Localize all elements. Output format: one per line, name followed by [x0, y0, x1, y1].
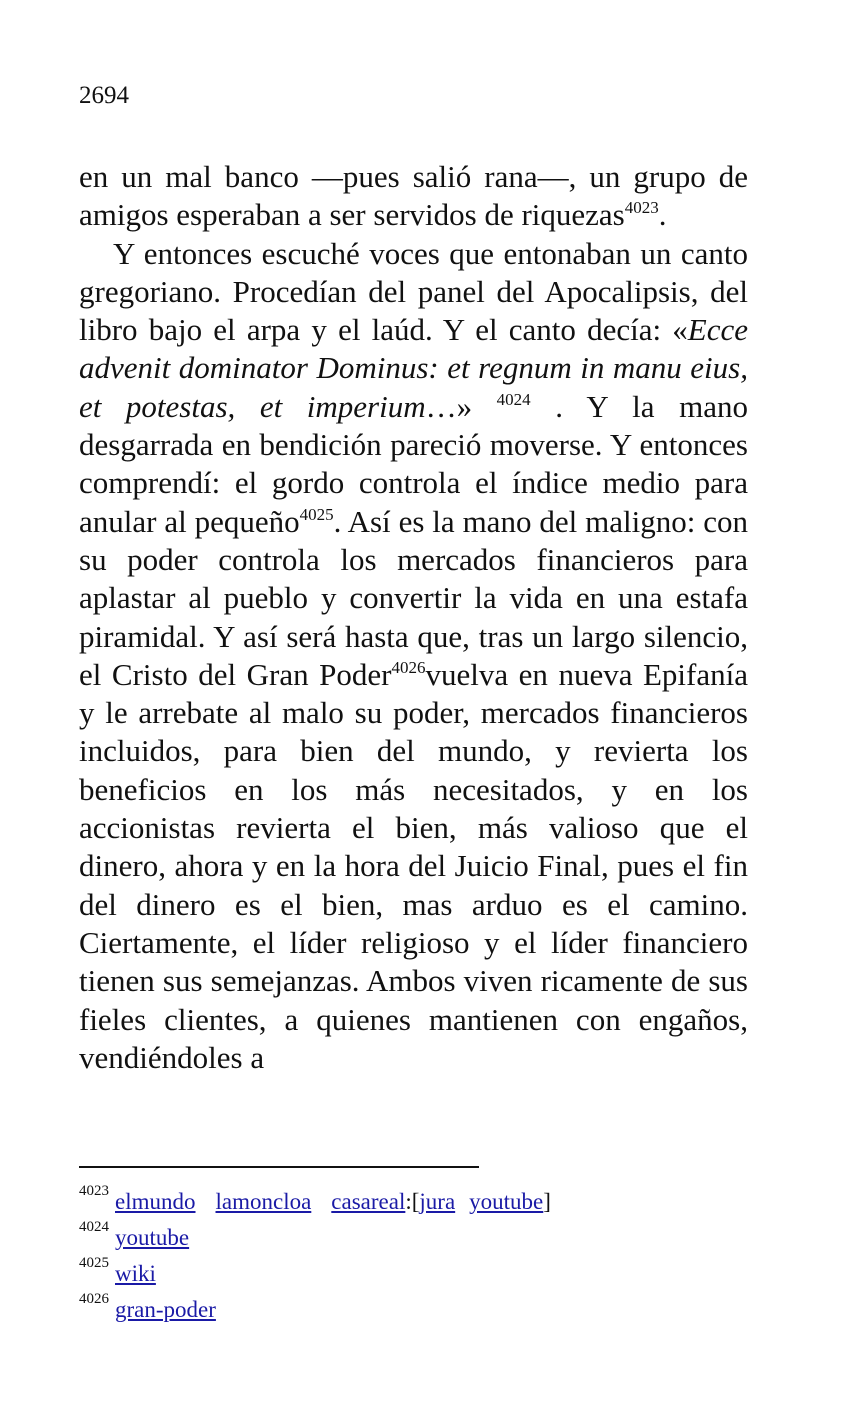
footnote-link-youtube[interactable]: youtube: [115, 1225, 190, 1250]
footnote-number: 4026: [79, 1291, 109, 1307]
paragraph-2-text-a: Y entonces escuché voces que entonaban un canto gregoriano. Procedían del panel del Apocalipsis, del libro bajo el arpa y el laúd. Y el canto decía: «: [79, 235, 748, 348]
footnote-number: 4025: [79, 1255, 109, 1271]
footnote-separator-text: :[: [405, 1189, 420, 1214]
footnote-close-bracket: ]: [543, 1189, 551, 1214]
footnote-ref-4026: 4026: [391, 657, 426, 677]
footnote-link-elmundo[interactable]: elmundo: [115, 1189, 196, 1214]
paragraph-1: [79, 158, 748, 235]
footnote-4024: [79, 1217, 779, 1253]
paragraph-2-text-d: . Así es la mano del maligno: con su poder controla los mercados financieros para aplastar al pueblo y convertir la vida en una estafa piramidal. Y así será hasta que, tras un largo silencio, el Cristo del Gran Poder: [79, 503, 748, 692]
paragraph-2: [79, 235, 748, 1078]
paragraph-1-text: en un mal banco —pues salió rana—, un grupo de amigos esperaban a ser servidos de riquezas: [79, 159, 748, 233]
paragraph-2-text-b: …»: [425, 388, 497, 424]
footnote-link-gran-poder[interactable]: gran-poder: [115, 1297, 216, 1322]
footnote-number: 4024: [79, 1219, 109, 1235]
footnote-link-wiki[interactable]: wiki: [115, 1261, 156, 1286]
footnote-4023: [79, 1181, 779, 1217]
footnote-number: 4023: [79, 1183, 109, 1199]
body-text: [79, 158, 748, 1077]
footnote-link-jura[interactable]: jura: [419, 1189, 456, 1214]
footnotes: [79, 1181, 779, 1325]
latin-quote: Ecce advenit dominator Dominus: et regnum in manu eius, et potestas, et imperium: [79, 312, 748, 424]
footnote-4026: [79, 1289, 779, 1325]
paragraph-2-text-e: vuelva en nueva Epifanía y le arrebate al malo su poder, mercados financieros incluidos, para bien del mundo, y revierta los beneficios en los más necesitados, y en los accionistas revierta el bien, más valioso que el dinero, ahora y en la hora del Juicio Final, pues el fin del dinero es el bien, mas arduo es el camino. Ciertamente, el líder religioso y el líder financiero tienen sus semejanzas. Ambos viven ricamente de sus fieles clientes, a quienes mantienen con engaños, vendiéndoles a: [79, 656, 749, 1075]
page-number: 2694: [79, 82, 129, 109]
footnote-ref-4024: 4024: [496, 389, 531, 409]
footnote-ref-4025: 4025: [299, 504, 334, 524]
footnote-separator: [79, 1166, 479, 1168]
footnote-ref-4023: 4023: [624, 198, 659, 218]
footnote-link-lamoncloa[interactable]: lamoncloa: [215, 1189, 312, 1214]
footnote-4025: [79, 1253, 779, 1289]
paragraph-2-text-c: . Y la mano desgarrada en bendición pareció moverse. Y entonces comprendí: el gordo controla el índice medio para anular al pequeño: [79, 388, 748, 539]
paragraph-1-end: .: [658, 197, 667, 233]
footnote-link-casareal[interactable]: casareal: [331, 1189, 406, 1214]
footnote-link-youtube[interactable]: youtube: [469, 1189, 544, 1214]
